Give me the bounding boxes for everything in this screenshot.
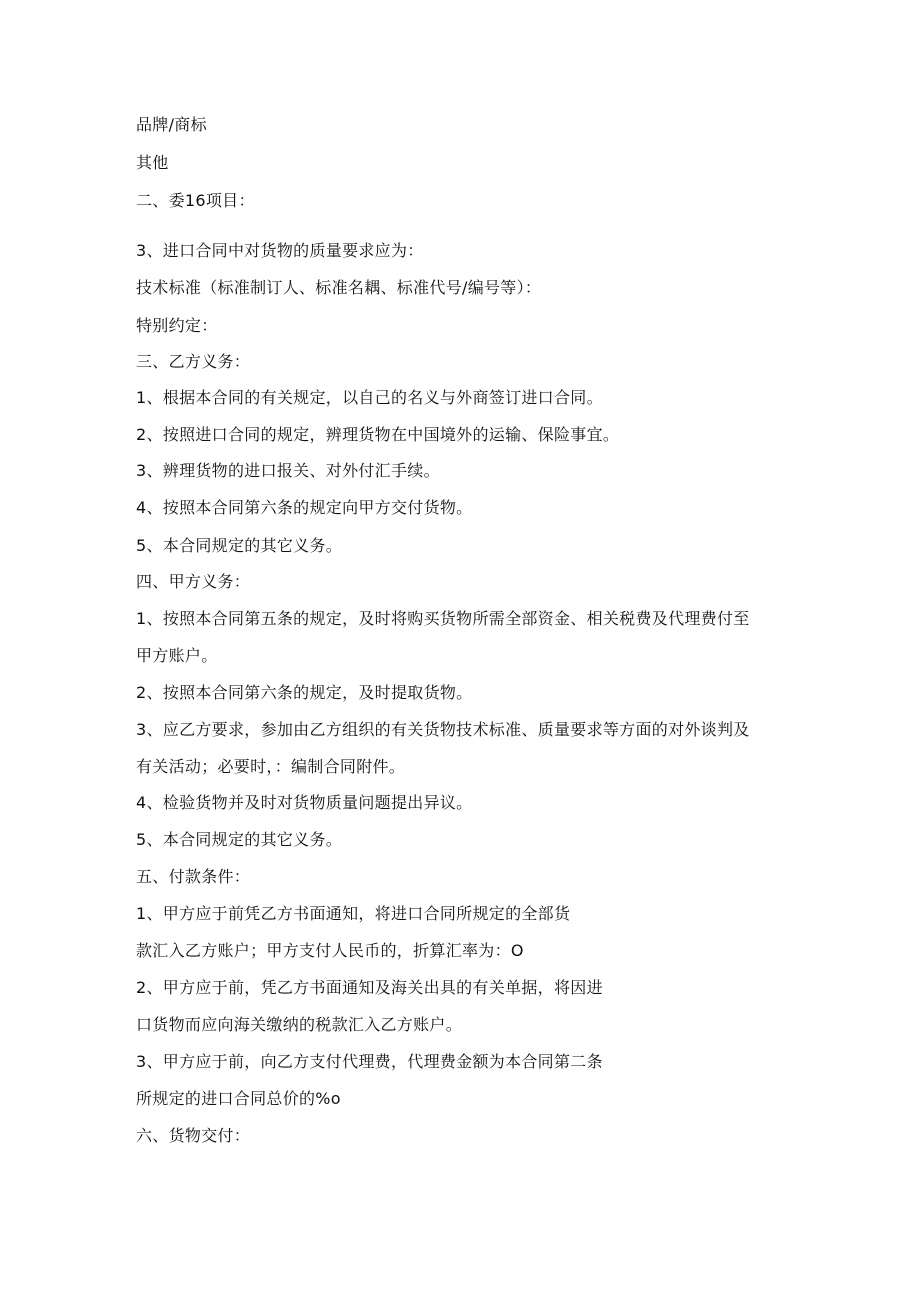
text-line: 特别约定： [136, 316, 218, 335]
text-line: 甲方账户。 [136, 646, 218, 665]
section-heading: 五、付款条件： [136, 867, 251, 886]
text-line: 口货物而应向海关缴纳的税款汇入乙方账户。 [136, 1015, 463, 1034]
text-line: 3、辨理货物的进口报关、对外付汇手续。 [136, 461, 440, 480]
text-line: 4、检验货物并及时对货物质量问题提出异议。 [136, 793, 473, 812]
text-line: 2、按照进口合同的规定，辨理货物在中国境外的运输、保险事宜。 [136, 425, 620, 444]
text-line: 所规定的进口合同总价的%o [136, 1089, 341, 1108]
text-line: 4、按照本合同第六条的规定向甲方交付货物。 [136, 498, 473, 517]
section-heading: 四、甲方义务： [136, 572, 251, 591]
text-line: 1、按照本合同第五条的规定，及时将购买货物所需全部资金、相关税费及代理费付至 [136, 609, 750, 628]
text-line: 3、应乙方要求，参加由乙方组织的有关货物技术标准、质量要求等方面的对外谈判及 [136, 720, 750, 739]
section-heading: 二、委16项目： [136, 191, 255, 210]
text-line: 5、本合同规定的其它义务。 [136, 536, 343, 555]
text-line: 有关活动；必要时，：编制合同附件。 [136, 757, 406, 776]
text-line: 技术标准（标准制订人、标准名耦、标准代号/编号等）： [136, 278, 542, 297]
text-line: 2、按照本合同第六条的规定，及时提取货物。 [136, 683, 473, 702]
text-line: 1、根据本合同的有关规定，以自己的名义与外商签订进口合同。 [136, 388, 603, 407]
text-line: 2、甲方应于前，凭乙方书面通知及海关出具的有关单据，将因进 [136, 978, 603, 997]
text-line: 品牌/商标 [136, 115, 207, 134]
text-line: 5、本合同规定的其它义务。 [136, 830, 343, 849]
section-heading: 三、乙方义务： [136, 352, 251, 371]
text-line: 款汇入乙方账户；甲方支付人民币的，折算汇率为：O [136, 941, 524, 960]
text-line: 3、进口合同中对货物的质量要求应为： [136, 241, 424, 260]
section-heading: 六、货物交付： [136, 1126, 251, 1145]
text-line: 其他 [136, 153, 169, 172]
text-line: 1、甲方应于前凭乙方书面通知，将进口合同所规定的全部货 [136, 904, 571, 923]
text-line: 3、甲方应于前，向乙方支付代理费，代理费金额为本合同第二条 [136, 1052, 603, 1071]
